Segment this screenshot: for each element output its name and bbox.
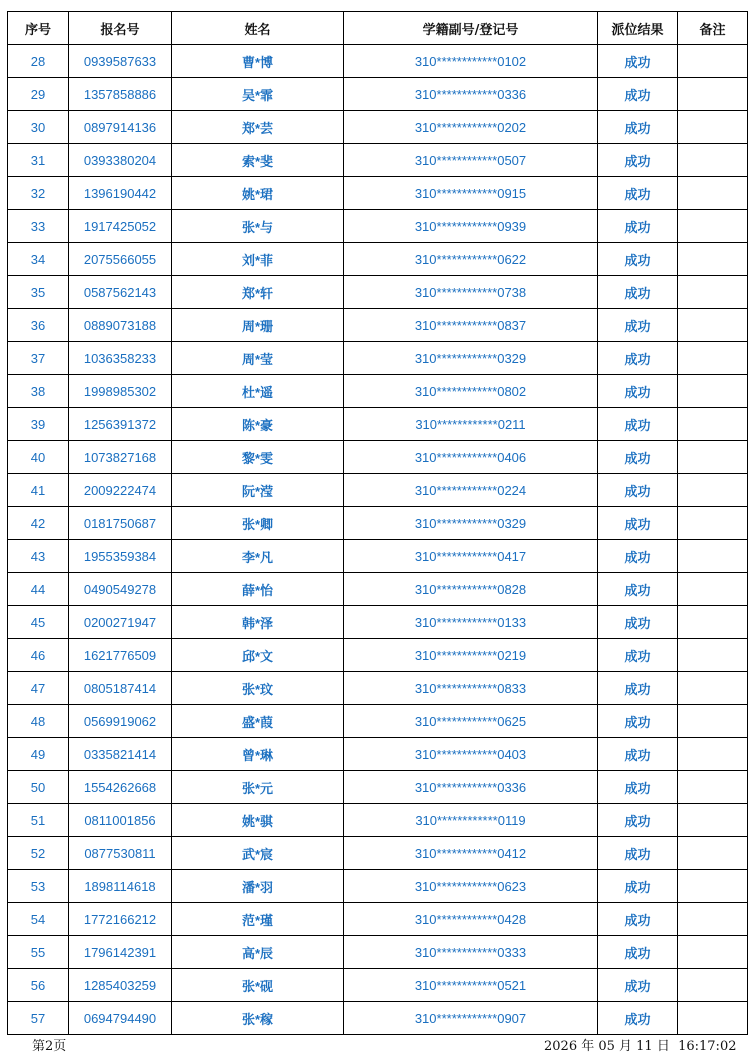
- cell-remarks: [678, 639, 748, 672]
- cell-seq: 57: [8, 1002, 69, 1035]
- cell-seq: 47: [8, 672, 69, 705]
- cell-registration-number: 0181750687: [69, 507, 172, 540]
- table-row: [8, 738, 748, 771]
- cell-result: 成功: [598, 903, 678, 936]
- cell-student-id: 310************0428: [344, 903, 598, 936]
- cell-registration-number: 0335821414: [69, 738, 172, 771]
- table-row: [8, 870, 748, 903]
- cell-seq: 35: [8, 276, 69, 309]
- cell-result: 成功: [598, 408, 678, 441]
- cell-name: 曹*博: [172, 45, 344, 78]
- cell-seq: 28: [8, 45, 69, 78]
- cell-result: 成功: [598, 573, 678, 606]
- cell-seq: 39: [8, 408, 69, 441]
- cell-remarks: [678, 573, 748, 606]
- table-row: [8, 672, 748, 705]
- print-timestamp: 2026 年 05 月 11 日 16:17:02: [544, 1039, 737, 1054]
- cell-remarks: [678, 1002, 748, 1035]
- table-row: [8, 903, 748, 936]
- table-header-row: [8, 12, 748, 45]
- cell-name: 张*卿: [172, 507, 344, 540]
- table-row: [8, 78, 748, 111]
- cell-remarks: [678, 309, 748, 342]
- cell-name: 索*斐: [172, 144, 344, 177]
- cell-name: 刘*菲: [172, 243, 344, 276]
- cell-registration-number: 1772166212: [69, 903, 172, 936]
- cell-name: 韩*泽: [172, 606, 344, 639]
- cell-result: 成功: [598, 870, 678, 903]
- cell-result: 成功: [598, 540, 678, 573]
- cell-student-id: 310************0336: [344, 78, 598, 111]
- cell-registration-number: 1357858886: [69, 78, 172, 111]
- cell-name: 潘*羽: [172, 870, 344, 903]
- table-row: [8, 375, 748, 408]
- table-row: [8, 540, 748, 573]
- cell-remarks: [678, 969, 748, 1002]
- cell-seq: 53: [8, 870, 69, 903]
- cell-name: 张*稼: [172, 1002, 344, 1035]
- cell-remarks: [678, 804, 748, 837]
- cell-result: 成功: [598, 111, 678, 144]
- cell-student-id: 310************0837: [344, 309, 598, 342]
- cell-name: 张*玟: [172, 672, 344, 705]
- cell-seq: 29: [8, 78, 69, 111]
- cell-remarks: [678, 276, 748, 309]
- cell-student-id: 310************0102: [344, 45, 598, 78]
- cell-result: 成功: [598, 639, 678, 672]
- table-row: [8, 243, 748, 276]
- cell-registration-number: 0587562143: [69, 276, 172, 309]
- cell-seq: 30: [8, 111, 69, 144]
- cell-name: 周*莹: [172, 342, 344, 375]
- cell-remarks: [678, 144, 748, 177]
- cell-registration-number: 0811001856: [69, 804, 172, 837]
- table-row: [8, 507, 748, 540]
- cell-result: 成功: [598, 309, 678, 342]
- table-row: [8, 837, 748, 870]
- cell-result: 成功: [598, 441, 678, 474]
- page-number: 第2页: [32, 1039, 67, 1054]
- cell-student-id: 310************0403: [344, 738, 598, 771]
- cell-remarks: [678, 375, 748, 408]
- cell-remarks: [678, 771, 748, 804]
- cell-student-id: 310************0329: [344, 342, 598, 375]
- cell-student-id: 310************0622: [344, 243, 598, 276]
- cell-name: 杜*遥: [172, 375, 344, 408]
- cell-result: 成功: [598, 837, 678, 870]
- cell-registration-number: 1621776509: [69, 639, 172, 672]
- cell-result: 成功: [598, 276, 678, 309]
- cell-remarks: [678, 507, 748, 540]
- cell-remarks: [678, 606, 748, 639]
- cell-name: 张*元: [172, 771, 344, 804]
- table-row: [8, 309, 748, 342]
- cell-student-id: 310************0211: [344, 408, 598, 441]
- cell-seq: 36: [8, 309, 69, 342]
- table-row: [8, 408, 748, 441]
- cell-registration-number: 2009222474: [69, 474, 172, 507]
- cell-registration-number: 1256391372: [69, 408, 172, 441]
- header-registration-number: 报名号: [69, 12, 172, 45]
- cell-name: 武*宸: [172, 837, 344, 870]
- cell-name: 张*砚: [172, 969, 344, 1002]
- cell-student-id: 310************0133: [344, 606, 598, 639]
- cell-seq: 55: [8, 936, 69, 969]
- cell-seq: 48: [8, 705, 69, 738]
- cell-student-id: 310************0406: [344, 441, 598, 474]
- cell-name: 曾*琳: [172, 738, 344, 771]
- cell-student-id: 310************0224: [344, 474, 598, 507]
- cell-registration-number: 1554262668: [69, 771, 172, 804]
- table-row: [8, 705, 748, 738]
- cell-remarks: [678, 177, 748, 210]
- header-seq: 序号: [8, 12, 69, 45]
- cell-result: 成功: [598, 78, 678, 111]
- cell-registration-number: 1796142391: [69, 936, 172, 969]
- cell-seq: 54: [8, 903, 69, 936]
- cell-registration-number: 1073827168: [69, 441, 172, 474]
- table-row: [8, 936, 748, 969]
- table-body: [8, 45, 748, 1035]
- table-row: [8, 441, 748, 474]
- header-result: 派位结果: [598, 12, 678, 45]
- allocation-results-table: [7, 11, 748, 1035]
- header-student-id: 学籍副号/登记号: [344, 12, 598, 45]
- cell-remarks: [678, 837, 748, 870]
- cell-name: 吴*霏: [172, 78, 344, 111]
- cell-result: 成功: [598, 606, 678, 639]
- cell-name: 范*瑾: [172, 903, 344, 936]
- cell-seq: 32: [8, 177, 69, 210]
- cell-registration-number: 0569919062: [69, 705, 172, 738]
- cell-student-id: 310************0333: [344, 936, 598, 969]
- cell-registration-number: 1998985302: [69, 375, 172, 408]
- table-row: [8, 144, 748, 177]
- cell-result: 成功: [598, 936, 678, 969]
- cell-seq: 52: [8, 837, 69, 870]
- cell-remarks: [678, 243, 748, 276]
- cell-student-id: 310************0623: [344, 870, 598, 903]
- cell-result: 成功: [598, 1002, 678, 1035]
- cell-seq: 33: [8, 210, 69, 243]
- cell-result: 成功: [598, 177, 678, 210]
- cell-result: 成功: [598, 243, 678, 276]
- cell-remarks: [678, 441, 748, 474]
- cell-student-id: 310************0828: [344, 573, 598, 606]
- cell-seq: 46: [8, 639, 69, 672]
- cell-student-id: 310************0833: [344, 672, 598, 705]
- cell-student-id: 310************0915: [344, 177, 598, 210]
- cell-name: 阮*滢: [172, 474, 344, 507]
- cell-student-id: 310************0417: [344, 540, 598, 573]
- cell-student-id: 310************0119: [344, 804, 598, 837]
- table-row: [8, 771, 748, 804]
- cell-student-id: 310************0412: [344, 837, 598, 870]
- cell-name: 周*珊: [172, 309, 344, 342]
- cell-student-id: 310************0219: [344, 639, 598, 672]
- cell-seq: 56: [8, 969, 69, 1002]
- cell-result: 成功: [598, 969, 678, 1002]
- cell-student-id: 310************0336: [344, 771, 598, 804]
- table-row: [8, 573, 748, 606]
- cell-seq: 37: [8, 342, 69, 375]
- cell-registration-number: 0200271947: [69, 606, 172, 639]
- cell-name: 盛*葭: [172, 705, 344, 738]
- cell-registration-number: 2075566055: [69, 243, 172, 276]
- table-row: [8, 276, 748, 309]
- cell-registration-number: 1285403259: [69, 969, 172, 1002]
- cell-result: 成功: [598, 705, 678, 738]
- cell-name: 郑*芸: [172, 111, 344, 144]
- cell-seq: 51: [8, 804, 69, 837]
- cell-name: 薛*怡: [172, 573, 344, 606]
- cell-remarks: [678, 474, 748, 507]
- cell-result: 成功: [598, 507, 678, 540]
- cell-seq: 40: [8, 441, 69, 474]
- cell-seq: 34: [8, 243, 69, 276]
- cell-remarks: [678, 111, 748, 144]
- cell-registration-number: 0805187414: [69, 672, 172, 705]
- cell-registration-number: 0897914136: [69, 111, 172, 144]
- cell-name: 姚*骐: [172, 804, 344, 837]
- cell-seq: 43: [8, 540, 69, 573]
- cell-registration-number: 0889073188: [69, 309, 172, 342]
- cell-registration-number: 0694794490: [69, 1002, 172, 1035]
- cell-student-id: 310************0939: [344, 210, 598, 243]
- header-remarks: 备注: [678, 12, 748, 45]
- cell-result: 成功: [598, 738, 678, 771]
- cell-remarks: [678, 672, 748, 705]
- cell-student-id: 310************0521: [344, 969, 598, 1002]
- cell-result: 成功: [598, 804, 678, 837]
- table-row: [8, 210, 748, 243]
- table-row: [8, 969, 748, 1002]
- cell-registration-number: 1036358233: [69, 342, 172, 375]
- table-row: [8, 111, 748, 144]
- cell-student-id: 310************0329: [344, 507, 598, 540]
- cell-registration-number: 0939587633: [69, 45, 172, 78]
- cell-name: 陈*豪: [172, 408, 344, 441]
- cell-remarks: [678, 342, 748, 375]
- cell-registration-number: 0393380204: [69, 144, 172, 177]
- cell-seq: 49: [8, 738, 69, 771]
- cell-name: 姚*珺: [172, 177, 344, 210]
- cell-remarks: [678, 705, 748, 738]
- cell-student-id: 310************0202: [344, 111, 598, 144]
- cell-result: 成功: [598, 45, 678, 78]
- cell-result: 成功: [598, 771, 678, 804]
- cell-remarks: [678, 408, 748, 441]
- cell-remarks: [678, 45, 748, 78]
- cell-name: 邱*文: [172, 639, 344, 672]
- cell-seq: 38: [8, 375, 69, 408]
- table-row: [8, 342, 748, 375]
- cell-remarks: [678, 936, 748, 969]
- table-row: [8, 804, 748, 837]
- cell-registration-number: 1917425052: [69, 210, 172, 243]
- cell-registration-number: 0877530811: [69, 837, 172, 870]
- cell-student-id: 310************0802: [344, 375, 598, 408]
- cell-remarks: [678, 540, 748, 573]
- cell-remarks: [678, 870, 748, 903]
- cell-student-id: 310************0907: [344, 1002, 598, 1035]
- cell-registration-number: 1955359384: [69, 540, 172, 573]
- cell-remarks: [678, 738, 748, 771]
- table-row: [8, 606, 748, 639]
- cell-name: 黎*雯: [172, 441, 344, 474]
- cell-registration-number: 0490549278: [69, 573, 172, 606]
- cell-seq: 44: [8, 573, 69, 606]
- cell-remarks: [678, 210, 748, 243]
- cell-registration-number: 1898114618: [69, 870, 172, 903]
- cell-result: 成功: [598, 474, 678, 507]
- cell-seq: 45: [8, 606, 69, 639]
- table-row: [8, 1002, 748, 1035]
- cell-name: 张*与: [172, 210, 344, 243]
- cell-student-id: 310************0507: [344, 144, 598, 177]
- cell-result: 成功: [598, 672, 678, 705]
- header-name: 姓名: [172, 12, 344, 45]
- cell-student-id: 310************0625: [344, 705, 598, 738]
- cell-name: 郑*轩: [172, 276, 344, 309]
- cell-result: 成功: [598, 342, 678, 375]
- table-row: [8, 45, 748, 78]
- cell-seq: 31: [8, 144, 69, 177]
- cell-result: 成功: [598, 210, 678, 243]
- cell-remarks: [678, 78, 748, 111]
- cell-registration-number: 1396190442: [69, 177, 172, 210]
- cell-name: 李*凡: [172, 540, 344, 573]
- cell-remarks: [678, 903, 748, 936]
- table-row: [8, 474, 748, 507]
- cell-result: 成功: [598, 375, 678, 408]
- table-row: [8, 177, 748, 210]
- cell-seq: 50: [8, 771, 69, 804]
- table-row: [8, 639, 748, 672]
- cell-seq: 41: [8, 474, 69, 507]
- cell-student-id: 310************0738: [344, 276, 598, 309]
- cell-seq: 42: [8, 507, 69, 540]
- cell-name: 高*辰: [172, 936, 344, 969]
- cell-result: 成功: [598, 144, 678, 177]
